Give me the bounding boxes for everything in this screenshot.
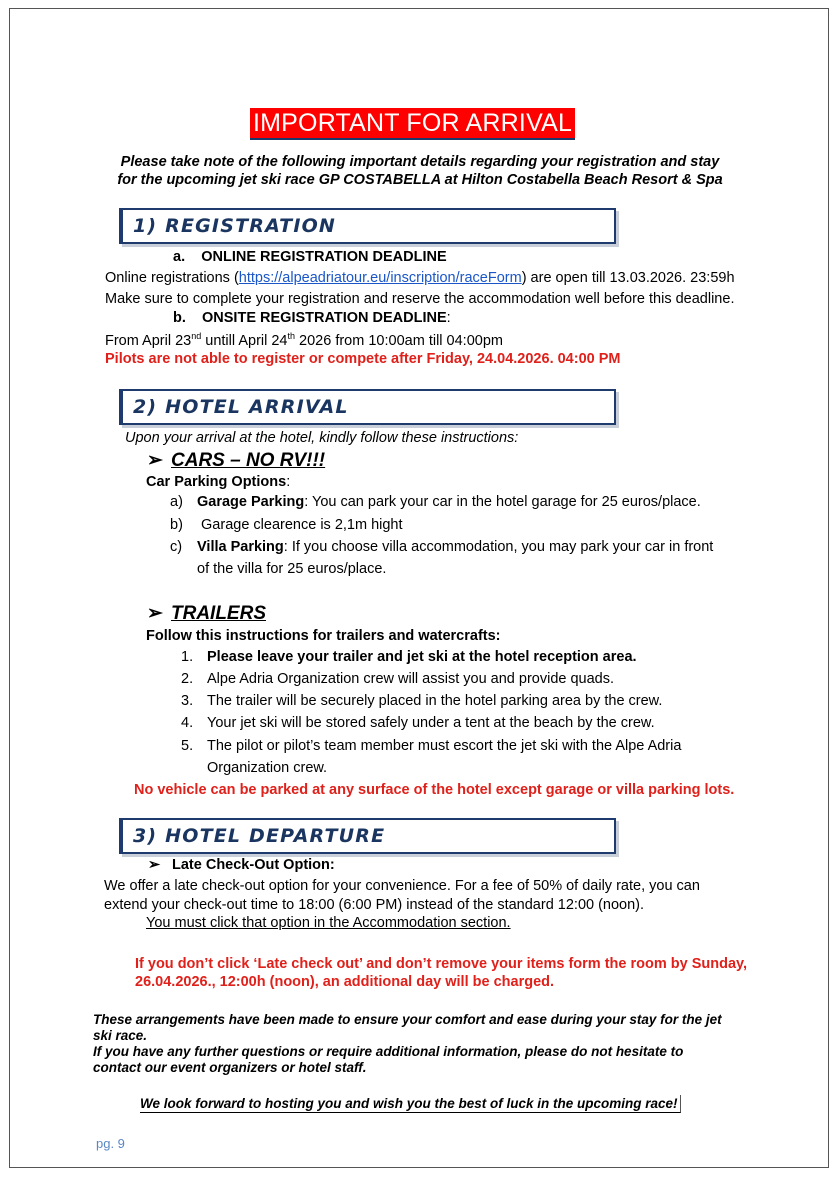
cars-heading: [147, 449, 325, 472]
trailer-step-1: [181, 648, 637, 666]
trailers-title: Follow this instructions for trailers and watercrafts:: [146, 628, 501, 644]
option-b-label: b): [170, 517, 183, 533]
online-registration-line: [105, 269, 735, 287]
step-5-label: 5.: [181, 738, 194, 754]
section-departure-title: 3) HOTEL DEPARTURE: [133, 825, 386, 847]
step-4-text: Your jet ski will be stored safely under a tent at the beach by the crew.: [207, 715, 655, 731]
onsite-2: untill April 24: [201, 333, 288, 349]
section-departure-header: [119, 818, 616, 854]
arrow-bullet-icon: ➢: [147, 450, 163, 471]
registration-link[interactable]: https://alpeadriatour.eu/inscription/raceForm: [238, 270, 522, 286]
parking-option-b: [170, 516, 403, 534]
onsite-3: 2026 from 10:00am till 04:00pm: [295, 333, 503, 349]
online-post: ) are open till 13.03.2026. 23:59h: [521, 270, 735, 286]
cars-heading-text: CARS – NO RV!!!: [171, 450, 326, 471]
option-b-text: Garage clearence is 2,1m hight: [197, 517, 403, 533]
arrow-bullet-icon: ➢: [148, 857, 161, 873]
option-c-text: : If you choose villa accommodation, you may park your car in front: [283, 539, 714, 555]
onsite-1: From April 23: [105, 333, 192, 349]
trailer-step-3: [181, 692, 662, 710]
closing-p2-a: If you have any further questions or require additional information, please do not hesitate to: [93, 1044, 684, 1059]
parking-title: [146, 473, 290, 491]
item-b-colon: :: [446, 310, 451, 326]
arrival-intro: Upon your arrival at the hotel, kindly follow these instructions:: [125, 430, 519, 446]
intro-line-2: for the upcoming jet ski race GP COSTABELLA at Hilton Costabella Beach Resort & Spa: [117, 172, 723, 188]
departure-line-3: You must click that option in the Accommodation section.: [146, 915, 511, 931]
item-b-label: b.: [173, 310, 186, 326]
onsite-sup-1: nd: [191, 331, 202, 342]
make-sure-line: Make sure to complete your registration and reserve the accommodation well before this deadline.: [105, 291, 735, 307]
closing-final: We look forward to hosting you and wish you the best of luck in the upcoming race!: [140, 1095, 681, 1113]
step-1-text: Please leave your trailer and jet ski at the hotel reception area.: [207, 649, 637, 665]
parking-option-a: [170, 493, 701, 511]
section-registration-header: [119, 208, 616, 244]
intro-line-1: Please take note of the following important details regarding your registration and stay: [120, 154, 720, 170]
closing-p2-b: contact our event organizers or hotel staff.: [93, 1060, 367, 1075]
option-a-text: : You can park your car in the hotel garage for 25 euros/place.: [304, 494, 701, 510]
trailer-step-4: [181, 714, 655, 732]
trailer-step-5-cont: Organization crew.: [207, 760, 328, 776]
step-3-label: 3.: [181, 693, 194, 709]
departure-line-2: extend your check-out time to 18:00 (6:00 PM) instead of the standard 12:00 (noon).: [104, 897, 645, 913]
page-number: pg. 9: [96, 1136, 125, 1151]
step-3-text: The trailer will be securely placed in the hotel parking area by the crew.: [207, 693, 663, 709]
option-a-bold: Garage Parking: [197, 494, 305, 510]
registration-item-a: [173, 248, 447, 266]
item-b-title: ONSITE REGISTRATION DEADLINE: [202, 310, 447, 326]
parking-option-c-cont: of the villa for 25 euros/place.: [197, 561, 387, 577]
registration-warning: Pilots are not able to register or compete after Friday, 24.04.2026. 04:00 PM: [105, 351, 621, 367]
online-pre: Online registrations (: [105, 270, 239, 286]
step-2-text: Alpe Adria Organization crew will assist you and provide quads.: [207, 671, 615, 687]
trailers-heading-text: TRAILERS: [171, 603, 266, 624]
step-1-label: 1.: [181, 649, 194, 665]
closing-p1-a: These arrangements have been made to ensure your comfort and ease during your stay for the jet: [93, 1012, 722, 1027]
option-c-label: c): [170, 539, 183, 555]
option-a-label: a): [170, 494, 183, 510]
onsite-dates-line: [105, 332, 503, 350]
parking-title-text: Car Parking Options: [146, 474, 287, 490]
parking-option-c: [170, 538, 713, 556]
arrow-bullet-icon: ➢: [147, 603, 163, 624]
option-c-bold: Villa Parking: [197, 539, 284, 555]
page-title: IMPORTANT FOR ARRIVAL: [250, 108, 575, 140]
step-2-label: 2.: [181, 671, 194, 687]
item-a-label: a.: [173, 249, 186, 265]
step-5-text: The pilot or pilot’s team member must escort the jet ski with the Alpe Adria: [207, 738, 682, 754]
late-checkout-title: [148, 856, 335, 874]
late-checkout-title-text: Late Check-Out Option:: [172, 857, 335, 873]
trailers-heading: [147, 602, 266, 625]
onsite-sup-2: th: [287, 331, 296, 342]
trailer-step-2: [181, 670, 614, 688]
departure-warning-1: If you don’t click ‘Late check out’ and don’t remove your items form the room by Sunday,: [135, 956, 748, 972]
departure-warning-2: 26.04.2026., 12:00h (noon), an additional day will be charged.: [135, 974, 555, 990]
closing-p1-b: ski race.: [93, 1028, 148, 1043]
section-arrival-header: [119, 389, 616, 425]
registration-item-b: [173, 309, 451, 327]
trailer-step-5: [181, 737, 681, 755]
item-a-title: ONLINE REGISTRATION DEADLINE: [201, 249, 447, 265]
section-arrival-title: 2) HOTEL ARRIVAL: [133, 396, 349, 418]
arrival-warning: No vehicle can be parked at any surface of the hotel except garage or villa parking lots.: [134, 782, 735, 798]
departure-line-1: We offer a late check-out option for your convenience. For a fee of 50% of daily rate, you can: [104, 878, 700, 894]
section-registration-title: 1) REGISTRATION: [133, 215, 337, 237]
step-4-label: 4.: [181, 715, 194, 731]
parking-title-colon: :: [286, 474, 291, 490]
